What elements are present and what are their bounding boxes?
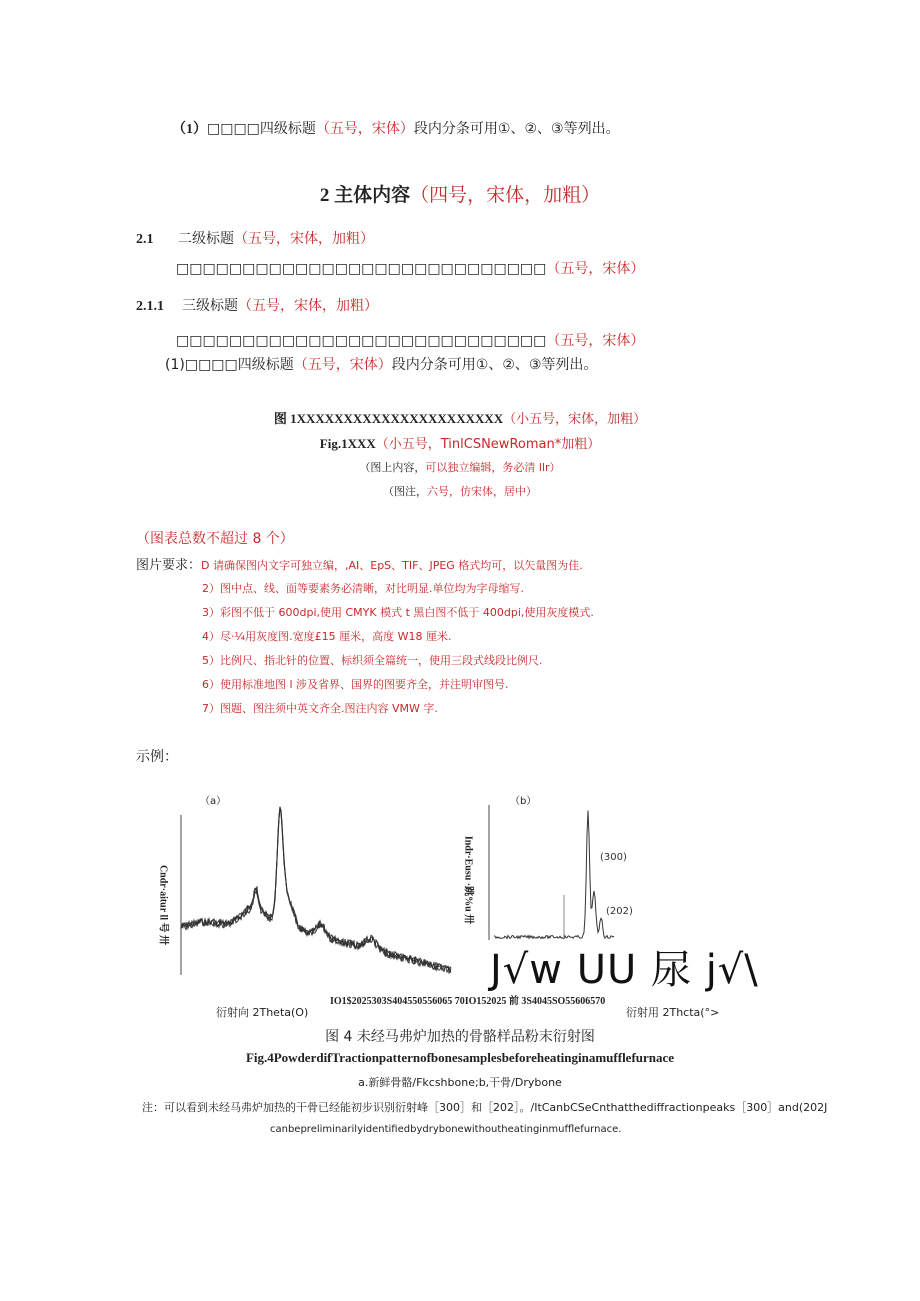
panel-b-trace-line: [494, 811, 614, 939]
peak-label-202: (202): [606, 906, 633, 917]
list-item-four-level: [165, 354, 597, 374]
figure-title-en: [0, 433, 920, 452]
requirements-first: [136, 554, 583, 573]
panel-b-xlabel: 衍射用 2Thcta(°>: [626, 1006, 720, 1019]
figure-note-line-2: canbepreliminarilyidentifiedbydrybonewithoutheatinginmufflefurnace.: [270, 1124, 622, 1135]
panel-a-plot: [176, 805, 466, 985]
section-heading: [0, 180, 920, 207]
heading-number: 2.1: [136, 232, 154, 247]
item-prefix: （1）: [172, 122, 207, 137]
figure-note-1: [0, 459, 920, 475]
panel-b-trace: [494, 811, 614, 939]
requirement-item: 2）图中点、线、面等要素务必清晰，对比明显.单位均为字母缩写.: [202, 582, 524, 595]
panel-b-ylabel: Indr·Eusu ·跳%u 卅: [462, 835, 474, 925]
placeholder-boxes: □□□□□□□□□□□□□□□□□□□□□□□□□□□□: [176, 333, 547, 349]
figure-caption-cn: 图 4 未经马弗炉加热的骨骼样品粉末衍射图: [325, 1029, 595, 1045]
item-tail: 段内分条可用①、②、③等列出。: [413, 121, 620, 137]
note-part-red: 六号，仿宋体，居中）: [427, 485, 537, 498]
placeholder-boxes: □□□□□□□□□□□□□□□□□□□□□□□□□□□□: [176, 261, 547, 277]
figure-note-2: [0, 483, 920, 499]
format-note: （五号，宋体）: [546, 261, 645, 277]
panel-a-ylabel-box: [155, 840, 175, 970]
figure-title-text: Fig.1XXX: [319, 436, 376, 451]
format-note: （小五号，TinlCSNewRoman*加粗）: [375, 437, 601, 452]
panel-a-trace: [181, 807, 451, 973]
peak-label-300: (300): [600, 852, 627, 863]
section-heading-text: 2 主体内容: [319, 185, 411, 206]
item-text: 四级标题: [237, 357, 294, 373]
requirement-item: D 请确保图内文字可独立编，,AI、EpS、TIF、JPEG 格式均可，以矢量图为佳.: [201, 559, 583, 572]
ocr-overlay-text: J√w UU 尿 j√\: [490, 947, 759, 993]
x-tick-labels: IO1$2025303S404550556065 70IO152025 前 3S4045SO55606570: [330, 996, 606, 1007]
format-note: （五号，宋体）: [546, 333, 645, 349]
figure-note-line-1: 注：可以看到未经马弗炉加热的干骨已经能初步识别衍射峰［300］和［202］。/ItCanbCSeCnthatthediffractionpeaks［300］and(202J: [142, 1101, 828, 1114]
placeholder-boxes: □□□□: [207, 121, 260, 137]
format-note: （五号，宋体）: [315, 121, 414, 137]
format-note: （五号，宋体）: [293, 357, 392, 373]
heading-text: 三级标题: [182, 298, 238, 314]
panel-a-xlabel: 衍射向 2Theta(O): [216, 1006, 309, 1019]
heading-number: 2.1.1: [136, 299, 164, 314]
list-item-four-level: [172, 118, 620, 138]
requirement-item: 7）图题、图注须中英文齐全.图注内容 VMW 字.: [202, 702, 438, 715]
format-note: （五号，宋体，加粗）: [238, 298, 378, 314]
item-prefix: (1): [165, 357, 185, 373]
placeholder-boxes: □□□□: [184, 357, 238, 373]
requirements-label: 图片要求：: [136, 558, 202, 573]
requirement-item: 4）尽·¼用灰度图.宽度£15 厘米，高度 W18 厘米.: [202, 630, 452, 643]
paragraph: [176, 330, 644, 350]
requirement-item: 5）比例尺、指北针的位置、标织须全篇统一，使用三段式线段比例尺.: [202, 654, 543, 667]
note-part: （图注，: [383, 485, 427, 498]
example-label: 示例：: [136, 749, 178, 765]
figure-caption-sub: a.新鲜骨骼/Fkcshbone;b,干骨/Drybone: [358, 1076, 562, 1089]
format-note: （小五号，宋体，加粗）: [503, 412, 647, 427]
requirement-item: 6）使用标准地图 l 涉及省界、国界的图要齐全，并注明审图号.: [202, 678, 509, 691]
item-tail: 段内分条可用①、②、③等列出。: [391, 357, 598, 373]
format-note: （四号，宋体，加粗）: [410, 184, 601, 206]
panel-a-trace-line: [181, 810, 451, 973]
item-text: 四级标题: [259, 121, 316, 137]
subsection-heading: [136, 228, 374, 248]
panel-b-label: （b）: [510, 796, 537, 807]
figure-title-text: 图 1XXXXXXXXXXXXXXXXXXXXXX: [273, 411, 504, 426]
requirement-item: 3）彩图不低于 600dpi,使用 CMYK 模式 t 黑白图不低于 400dpi,使用灰度模式.: [202, 606, 594, 619]
paragraph: [176, 258, 644, 278]
figure-caption-en: Fig.4PowderdifTractionpatternofbonesamplesbeforeheatinginamufflefurnace: [245, 1050, 675, 1065]
panel-a-label: （a）: [200, 796, 227, 807]
note-part-red: 可以独立编辑，务必清 llr）: [425, 461, 561, 474]
note-part: （图上内容，: [359, 461, 426, 474]
heading-text: 二级标题: [178, 231, 234, 247]
panel-a-trace-line: [181, 807, 451, 970]
subsubsection-heading: [136, 295, 378, 315]
chart-limit-note: （图表总数不超过 8 个）: [136, 531, 294, 547]
panel-a-ylabel: Cndr·aitur ll 号 卅: [157, 864, 169, 946]
format-note: （五号，宋体，加粗）: [234, 231, 374, 247]
figure-title-cn: [0, 408, 920, 427]
panel-a-trace-line: [181, 807, 451, 972]
